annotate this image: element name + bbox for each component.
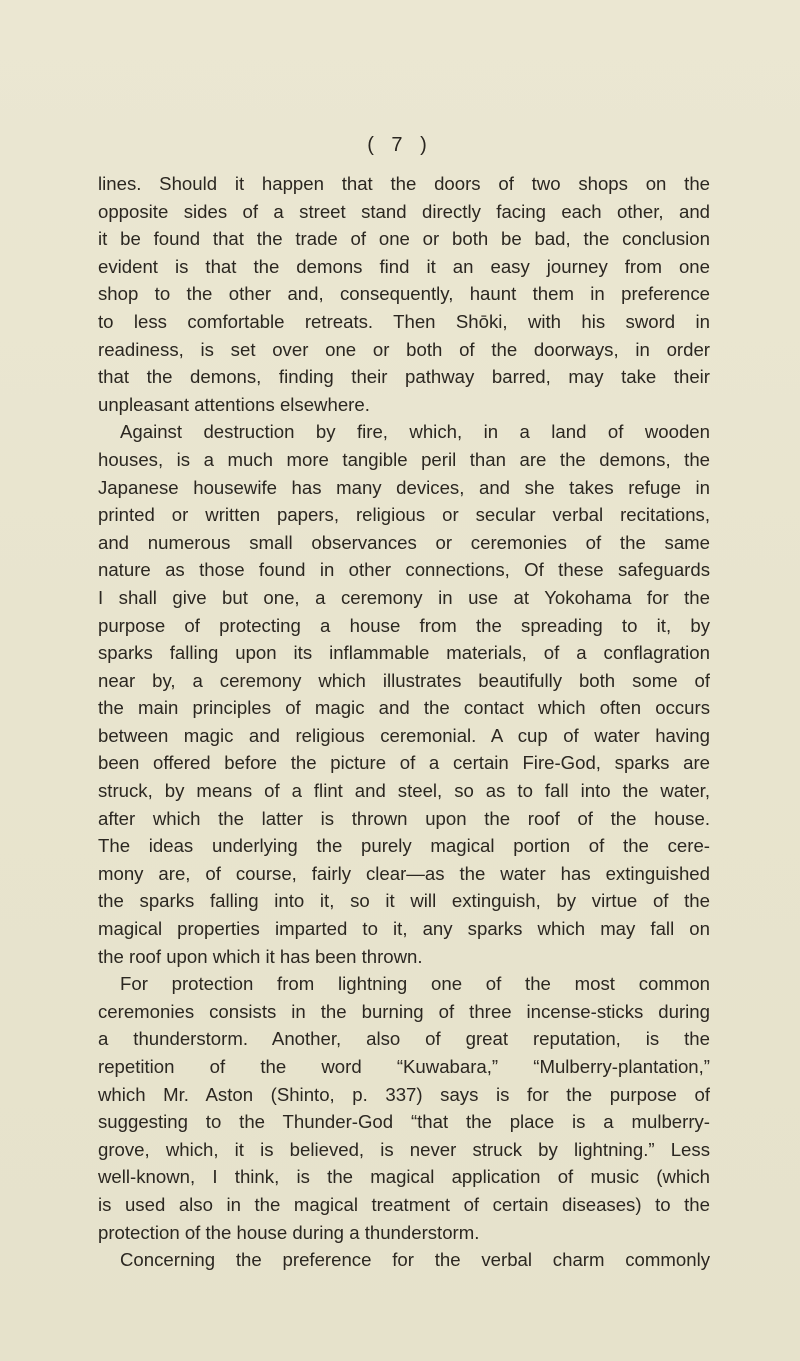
text-line: houses, is a much more tangible peril than are the demons, the: [98, 448, 710, 470]
text-line: been offered before the picture of a certain Fire-God, sparks are: [98, 752, 710, 774]
text-line: unpleasant attentions elsewhere.: [98, 393, 370, 415]
text-line: is used also in the magical treatment of certain diseases) to the: [98, 1193, 710, 1215]
text-line: protection of the house during a thunderstorm.: [98, 1221, 480, 1243]
text-line: it be found that the trade of one or both be bad, the conclusion: [98, 228, 710, 250]
text-line: nature as those found in other connections, Of these safeguards: [98, 559, 710, 581]
text-line: mony are, of course, fairly clear—as the water has extinguished: [98, 862, 710, 884]
text-line: For protection from lightning one of the most common: [120, 973, 710, 995]
page-number: ( 7 ): [367, 134, 433, 156]
text-line: repetition of the word “Kuwabara,” “Mulberry-plantation,”: [98, 1056, 710, 1077]
text-line: a thunderstorm. Another, also of great reputation, is the: [98, 1028, 710, 1050]
text-line: sparks falling upon its inflammable materials, of a conflagration: [98, 642, 710, 664]
text-line: suggesting to the Thunder-God “that the place is a mulberry-: [98, 1111, 710, 1133]
text-line: Concerning the preference for the verbal charm commonly: [120, 1249, 710, 1271]
text-line: struck, by means of a flint and steel, so as to fall into the water,: [98, 780, 710, 802]
text-line: lines. Should it happen that the doors of two shops on the: [98, 173, 710, 194]
body-text: [98, 170, 710, 1274]
text-line: and numerous small observances or ceremonies of the same: [98, 531, 710, 553]
text-line: that the demons, finding their pathway barred, may take their: [98, 366, 710, 388]
text-line: to less comfortable retreats. Then Shōki, with his sword in: [98, 310, 710, 332]
text-line: Against destruction by fire, which, in a land of wooden: [120, 421, 710, 443]
text-line: which Mr. Aston (Shinto, p. 337) says is for the purpose of: [98, 1083, 710, 1105]
text-line: I shall give but one, a ceremony in use at Yokohama for the: [98, 586, 710, 608]
text-line: the main principles of magic and the contact which often occurs: [98, 697, 710, 719]
text-line: between magic and religious ceremonial. A cup of water having: [98, 724, 710, 746]
text-line: purpose of protecting a house from the spreading to it, by: [98, 614, 710, 636]
text-line: printed or written papers, religious or secular verbal recitations,: [98, 504, 710, 526]
text-line: Japanese housewife has many devices, and she takes refuge in: [98, 476, 710, 498]
text-line: near by, a ceremony which illustrates beautifully both some of: [98, 669, 710, 691]
text-line: after which the latter is thrown upon the roof of the house.: [98, 807, 710, 829]
text-line: readiness, is set over one or both of the doorways, in order: [98, 338, 710, 360]
text-line: well-known, I think, is the magical application of music (which: [98, 1166, 710, 1188]
text-line: magical properties imparted to it, any sparks which may fall on: [98, 918, 710, 940]
text-line: grove, which, it is believed, is never struck by lightning.” Less: [98, 1138, 710, 1160]
text-line: evident is that the demons find it an easy journey from one: [98, 255, 710, 277]
text-line: ceremonies consists in the burning of three incense-sticks during: [98, 1000, 710, 1022]
text-line: The ideas underlying the purely magical portion of the cere-: [98, 835, 710, 857]
text-line: opposite sides of a street stand directly facing each other, and: [98, 200, 710, 222]
text-line: the sparks falling into it, so it will extinguish, by virtue of the: [98, 890, 710, 912]
text-line: shop to the other and, consequently, haunt them in preference: [98, 283, 710, 305]
text-line: the roof upon which it has been thrown.: [98, 945, 423, 967]
